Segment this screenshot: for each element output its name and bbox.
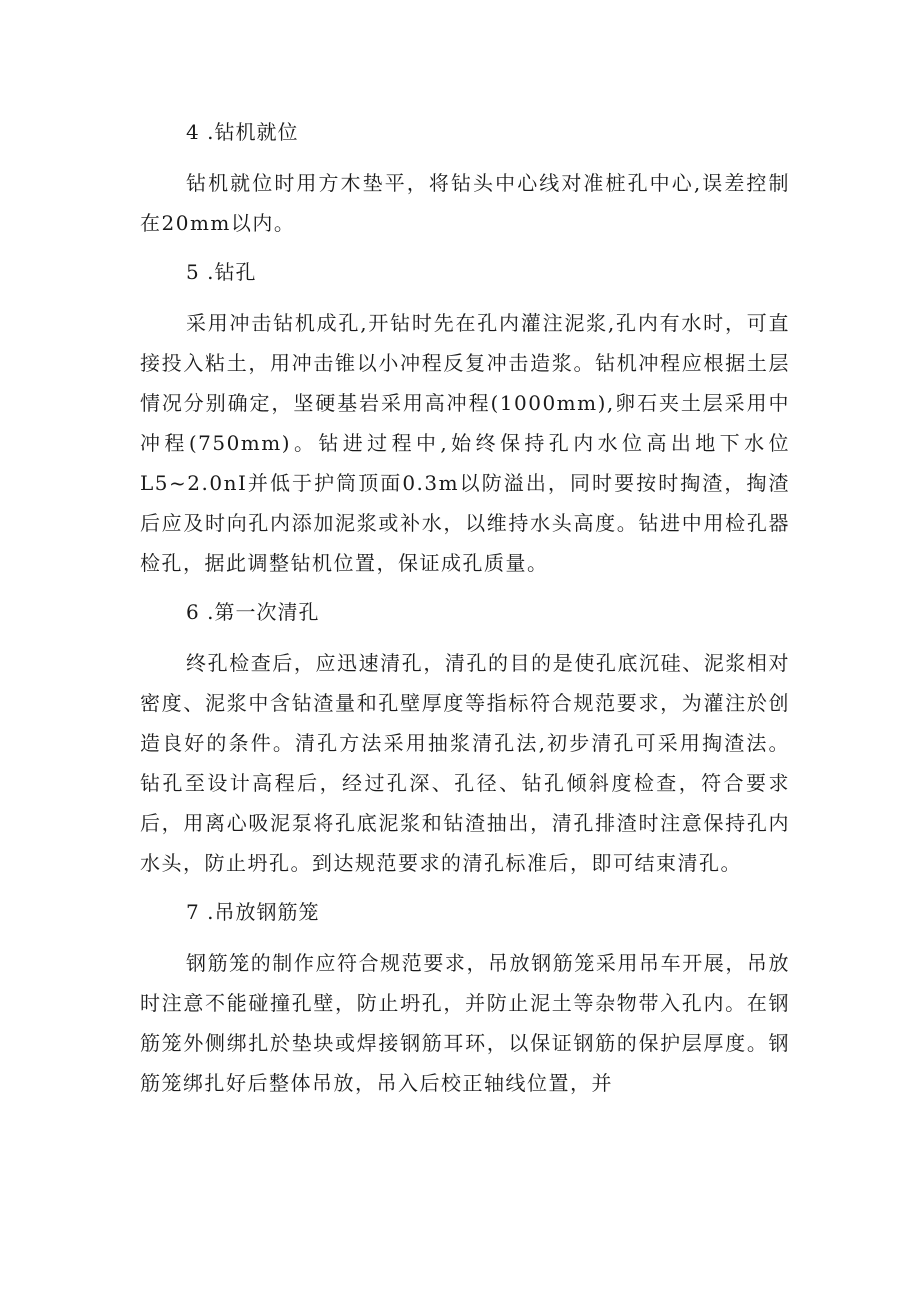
- section-body-5: 采用冲击钻机成孔,开钻时先在孔内灌注泥浆,孔内有水时，可直接投入粘土，用冲击锥以小冲程反复冲击造浆。钻机冲程应根据土层情况分别确定，坚硬基岩采用高冲程(1000mm),卵石夹土层采用中冲程(750mm)。钻进过程中,始终保持孔内水位高出地下水位L5~2.0nI并低于护筒顶面0.3m以防溢出，同时要按时掏渣，掏渣后应及时向孔内添加泥浆或补水，以维持水头高度。钻进中用检孔器检孔，据此调整钻机位置，保证成孔质量。: [140, 311, 790, 575]
- section-heading-7: 7 .吊放钢筋笼: [186, 900, 320, 924]
- section-heading-5: 5 .钻孔: [186, 260, 257, 284]
- section-body-4: 钻机就位时用方木垫平，将钻头中心线对准桩孔中心,误差控制在20mm以内。: [140, 171, 790, 235]
- document-content: [140, 112, 790, 1103]
- section-body-7: 钢筋笼的制作应符合规范要求，吊放钢筋笼采用吊车开展，吊放时注意不能碰撞孔壁，防止坍孔，并防止泥土等杂物带入孔内。在钢筋笼外侧绑扎於垫块或焊接钢筋耳环，以保证钢筋的保护层厚度。钢筋笼绑扎好后整体吊放，吊入后校正轴线位置，并: [140, 951, 790, 1095]
- section-body-6: 终孔检查后，应迅速清孔，清孔的目的是使孔底沉硅、泥浆相对密度、泥浆中含钻渣量和孔壁厚度等指标符合规范要求，为灌注於创造良好的条件。清孔方法采用抽浆清孔法,初步清孔可采用掏渣法。钻孔至设计高程后，经过孔深、孔径、钻孔倾斜度检查，符合要求后，用离心吸泥泵将孔底泥浆和钻渣抽出，清孔排渣时注意保持孔内水头，防止坍孔。到达规范要求的清孔标准后，即可结束清孔。: [140, 651, 790, 875]
- section-heading-4: 4 .钻机就位: [186, 120, 299, 144]
- section-heading-6: 6 .第一次清孔: [186, 600, 320, 624]
